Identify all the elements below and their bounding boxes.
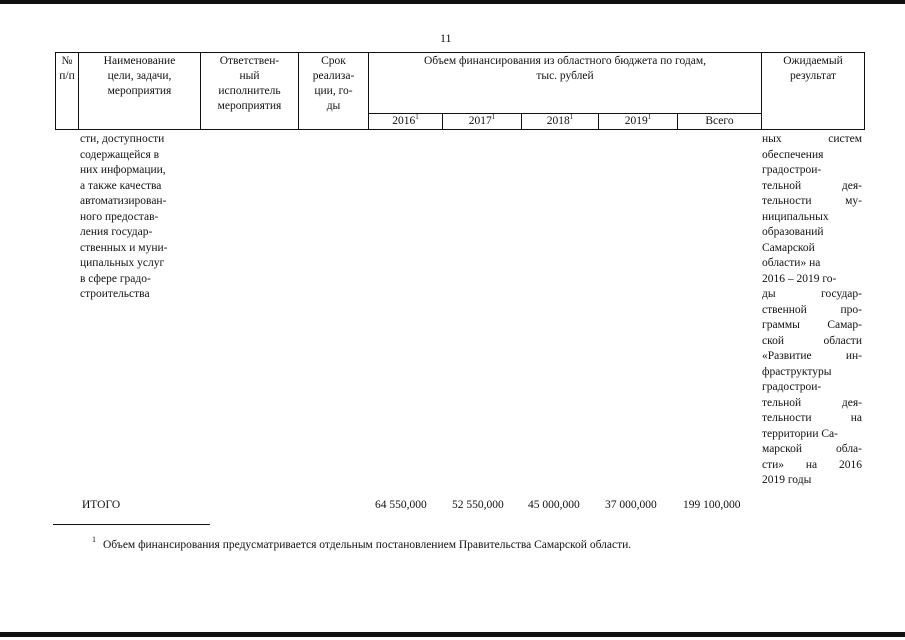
result-line: тельной дея-: [762, 179, 862, 192]
header-executor-line: мероприятия: [217, 100, 282, 112]
footnote-separator: [53, 524, 210, 525]
name-line: ственных и муни-: [80, 241, 168, 254]
footnote-mark: 1: [92, 535, 96, 544]
year-2017: 2017$^1$: [468, 113, 496, 127]
footnote-text: Объем финансирования предусматривается отдельным постановлением Правительства Самарской области.: [103, 539, 632, 551]
year-total: Всего: [705, 115, 734, 127]
header-name: [79, 54, 200, 99]
result-line: ды государ-: [762, 288, 862, 300]
header-result-line: Ожидаемый: [783, 55, 843, 67]
total-2017: 52 550,000: [452, 499, 504, 511]
header-funding: [369, 54, 761, 84]
result-line: ственной про-: [762, 303, 862, 316]
result-line: тельной дея-: [762, 396, 862, 409]
result-line: граммы Самар-: [762, 319, 862, 331]
name-line: ления государ-: [80, 226, 153, 238]
name-line: сти, доступности: [80, 133, 165, 145]
header-executor: [201, 54, 298, 114]
header-term: [299, 54, 368, 114]
name-line: автоматизирован-: [80, 195, 167, 207]
bottom-border: [0, 632, 905, 637]
header-result: [762, 54, 864, 84]
total-2019: 37 000,000: [605, 499, 657, 511]
result-line: градострои-: [762, 164, 822, 176]
name-line: а также качества: [80, 179, 162, 192]
result-line: области» на: [762, 257, 821, 269]
header-name-line: мероприятия: [107, 85, 172, 97]
total-2018: 45 000,000: [528, 499, 580, 511]
total-label: ИТОГО: [82, 499, 121, 511]
result-line: тельности на: [762, 412, 862, 424]
year-2018: 2018$^1$: [546, 113, 574, 127]
name-cell: [80, 132, 195, 303]
header-term-line: ды: [326, 100, 341, 112]
result-line: тельности му-: [762, 195, 862, 207]
result-line: Самарской: [762, 241, 815, 254]
result-cell: [762, 132, 862, 489]
header-name-line: цели, задачи,: [107, 70, 172, 82]
header-funding-line: Объем финансирования из областного бюджета по годам,: [423, 55, 706, 67]
header-num-label: № п/п: [59, 55, 75, 82]
name-line: строительства: [80, 288, 150, 300]
name-line: содержащейся в: [80, 148, 160, 161]
header-term-line: реализа-: [312, 70, 355, 82]
result-line: ниципальных: [762, 210, 829, 223]
table-header: [55, 52, 865, 130]
year-2019: 2019$^1$: [624, 113, 652, 127]
header-name-line: Наименование: [103, 55, 176, 67]
total-all: 199 100,000: [683, 499, 741, 511]
result-line: марской обла-: [762, 443, 862, 455]
result-line: сти» на 2016: [762, 458, 862, 471]
result-line: образований: [762, 226, 824, 238]
header-executor-line: исполнитель: [218, 85, 281, 97]
header-result-line: результат: [789, 70, 837, 82]
header-funding-line: тыс. рублей: [536, 70, 594, 82]
name-line: в сфере градо-: [80, 272, 151, 285]
header-term-line: Срок: [321, 55, 346, 67]
name-line: ного предостав-: [80, 210, 159, 223]
page-number: 11: [440, 31, 452, 45]
name-line: ципальных услуг: [80, 257, 165, 269]
result-line: ных систем: [762, 133, 862, 145]
result-line: 2019 годы: [762, 474, 812, 486]
year-2016: 2016$^1$: [392, 113, 419, 127]
result-line: градострои-: [762, 381, 822, 393]
name-line: них информации,: [80, 164, 166, 176]
header-executor-line: ный: [239, 70, 260, 82]
total-2016: 64 550,000: [375, 499, 427, 511]
result-line: обеспечения: [762, 148, 824, 161]
result-line: «Развитие ин-: [762, 350, 862, 362]
header-term-line: ции, го-: [314, 85, 353, 97]
result-line: 2016 – 2019 го-: [762, 272, 837, 285]
result-line: фраструктуры: [762, 365, 832, 378]
result-line: ской области: [762, 334, 862, 347]
result-line: территории Са-: [762, 427, 838, 440]
header-executor-line: Ответствен-: [219, 55, 280, 67]
header-num: [56, 54, 78, 84]
top-border: [0, 0, 905, 4]
